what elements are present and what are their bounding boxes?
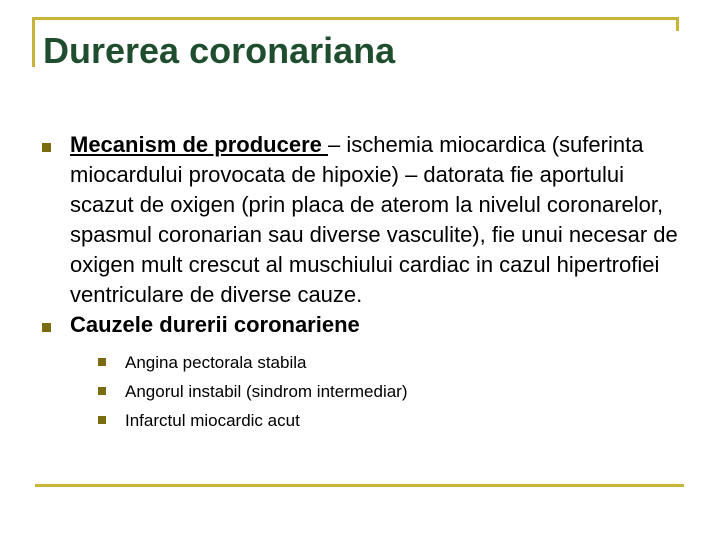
bullet-square-icon <box>42 323 51 332</box>
bullet-square-icon <box>42 143 51 152</box>
sublist-item <box>98 377 692 406</box>
frame-left-line <box>32 17 35 67</box>
sublist-item <box>98 406 692 435</box>
frame-top-line <box>32 17 679 20</box>
bullet-mechanism-text: – ischemia miocardica (suferinta miocardului provocata de hipoxie) – datorata fie aportului scazut de oxigen (prin placa de aterom la nivelul coronarelor, spasmul coronarian sau diverse vasculite), fie unui necesar de oxigen mult crescut al muschiului cardiac in cazul hipertrofiei ventriculare de diverse cauze. <box>70 132 678 307</box>
slide-content <box>42 130 692 435</box>
bullet-causes <box>42 310 692 340</box>
slide-title: Durerea coronariana <box>43 30 396 71</box>
sub-bullet-square-icon <box>98 387 106 395</box>
sub-bullet-square-icon <box>98 416 106 424</box>
bullet-mechanism-term: Mecanism de producere <box>70 132 328 157</box>
causes-sublist <box>98 348 692 435</box>
sub-bullet-square-icon <box>98 358 106 366</box>
bullet-mechanism <box>42 130 692 310</box>
sublist-item <box>98 348 692 377</box>
sublist-item-text: Infarctul miocardic acut <box>125 411 300 430</box>
frame-bottom-line <box>35 484 684 487</box>
sublist-item-text: Angina pectorala stabila <box>125 353 307 372</box>
bullet-causes-term: Cauzele durerii coronariene <box>70 312 360 337</box>
sublist-item-text: Angorul instabil (sindrom intermediar) <box>125 382 408 401</box>
frame-top-right-tick <box>676 17 679 31</box>
